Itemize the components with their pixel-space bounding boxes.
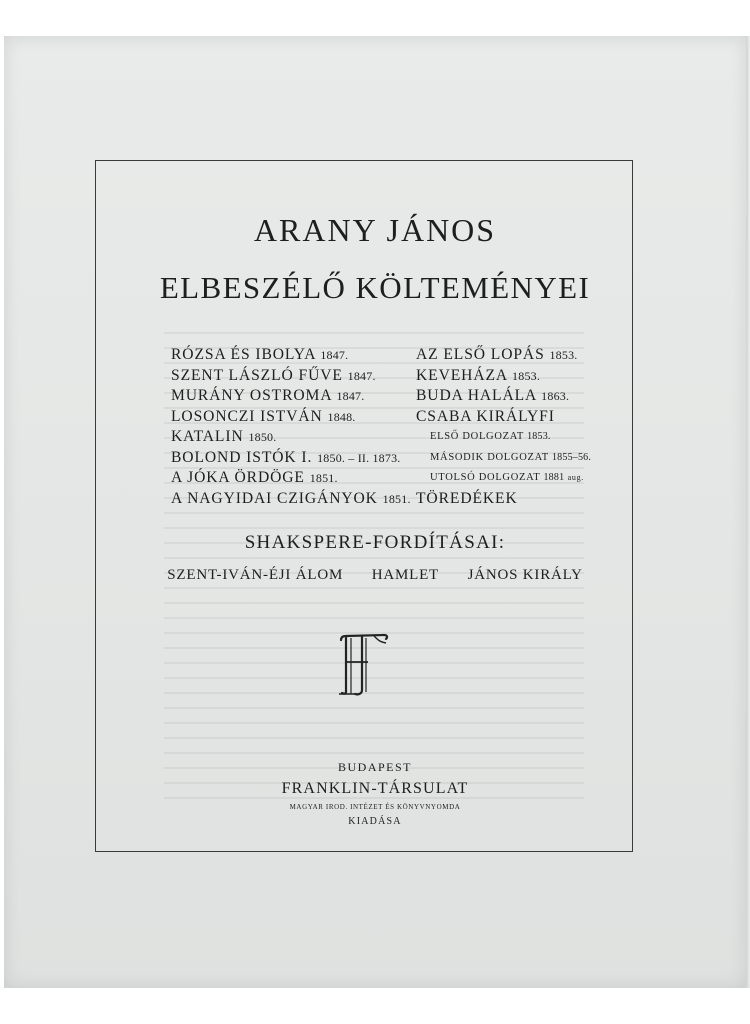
work-item bbox=[171, 448, 411, 469]
work-title: MURÁNY OSTROMA bbox=[171, 387, 332, 404]
work-item bbox=[171, 427, 411, 448]
part-year: 1881 bbox=[543, 472, 565, 483]
work-year: 1853. bbox=[512, 368, 541, 383]
work-item bbox=[171, 345, 411, 366]
work-year: 1847. bbox=[347, 368, 376, 383]
work-year: 1863. bbox=[541, 389, 570, 403]
imprint-press: MAGYAR IROD. INTÉZET ÉS KÖNYVNYOMDA bbox=[289, 803, 461, 811]
shakespeare-heading: SHAKSPERE-FORDÍTÁSAI: bbox=[244, 532, 506, 553]
translation-item: HAMLET bbox=[371, 567, 439, 583]
work-title: KATALIN bbox=[171, 428, 244, 445]
csaba-part bbox=[416, 468, 591, 489]
work-year: 1850. bbox=[248, 430, 277, 444]
work-title: RÓZSA ÉS IBOLYA bbox=[171, 346, 316, 363]
imprint-publisher: FRANKLIN-TÁRSULAT bbox=[281, 780, 469, 797]
work-title: LOSONCZI ISTVÁN bbox=[171, 407, 323, 425]
works-left-column bbox=[171, 345, 411, 509]
works-right-column bbox=[416, 345, 591, 509]
work-title: A NAGYIDAI CZIGÁNYOK bbox=[171, 489, 378, 507]
work-year: 1848. bbox=[327, 409, 356, 424]
work-item bbox=[171, 468, 411, 489]
part-title: UTOLSÓ DOLGOZAT bbox=[430, 472, 541, 483]
work-item bbox=[416, 366, 591, 387]
translation-item: JÁNOS KIRÁLY bbox=[467, 567, 583, 583]
csaba-part bbox=[416, 448, 591, 469]
work-title: CSABA KIRÁLYFI bbox=[416, 407, 555, 425]
work-item bbox=[171, 386, 411, 407]
ft-monogram-icon bbox=[334, 632, 392, 698]
part-year: 1853. bbox=[527, 431, 551, 442]
page-edge bbox=[746, 36, 750, 988]
imprint-city: BUDAPEST bbox=[337, 760, 412, 774]
csaba-part bbox=[416, 427, 591, 448]
author-name: ARANY JÁNOS bbox=[253, 212, 497, 248]
work-title: BOLOND ISTÓK I. bbox=[171, 448, 313, 466]
work-year: 1850. – II. 1873. bbox=[317, 450, 401, 465]
work-year: 1851. bbox=[309, 471, 338, 485]
work-title: SZENT LÁSZLÓ FŰVE bbox=[171, 366, 343, 384]
work-item bbox=[416, 345, 591, 366]
part-month: aug. bbox=[567, 473, 584, 482]
work-title: BUDA HALÁLA bbox=[416, 387, 537, 404]
work-item bbox=[171, 489, 411, 510]
translations-row bbox=[0, 567, 750, 584]
part-year: 1855–56. bbox=[551, 451, 592, 463]
fragments-item: TÖREDÉKEK bbox=[416, 489, 518, 507]
imprint-edition: KIADÁSA bbox=[348, 816, 402, 827]
work-year: 1851. bbox=[382, 491, 411, 506]
translation-item: SZENT-IVÁN-ÉJI ÁLOM bbox=[167, 567, 344, 583]
work-year: 1847. bbox=[336, 389, 365, 403]
work-item bbox=[171, 407, 411, 428]
work-title: KEVEHÁZA bbox=[416, 366, 508, 384]
book-title: ELBESZÉLŐ KÖLTEMÉNYEI bbox=[159, 270, 591, 305]
work-title: A JÓKA ÖRDÖGE bbox=[171, 469, 305, 486]
work-year: 1847. bbox=[320, 348, 349, 362]
work-title: AZ ELSŐ LOPÁS bbox=[416, 346, 545, 363]
part-title: ELSŐ DOLGOZAT bbox=[430, 431, 524, 442]
work-item bbox=[416, 407, 591, 428]
work-item bbox=[416, 386, 591, 407]
work-item bbox=[171, 366, 411, 387]
work-year: 1853. bbox=[549, 348, 578, 362]
part-title: MÁSODIK DOLGOZAT bbox=[430, 451, 549, 463]
